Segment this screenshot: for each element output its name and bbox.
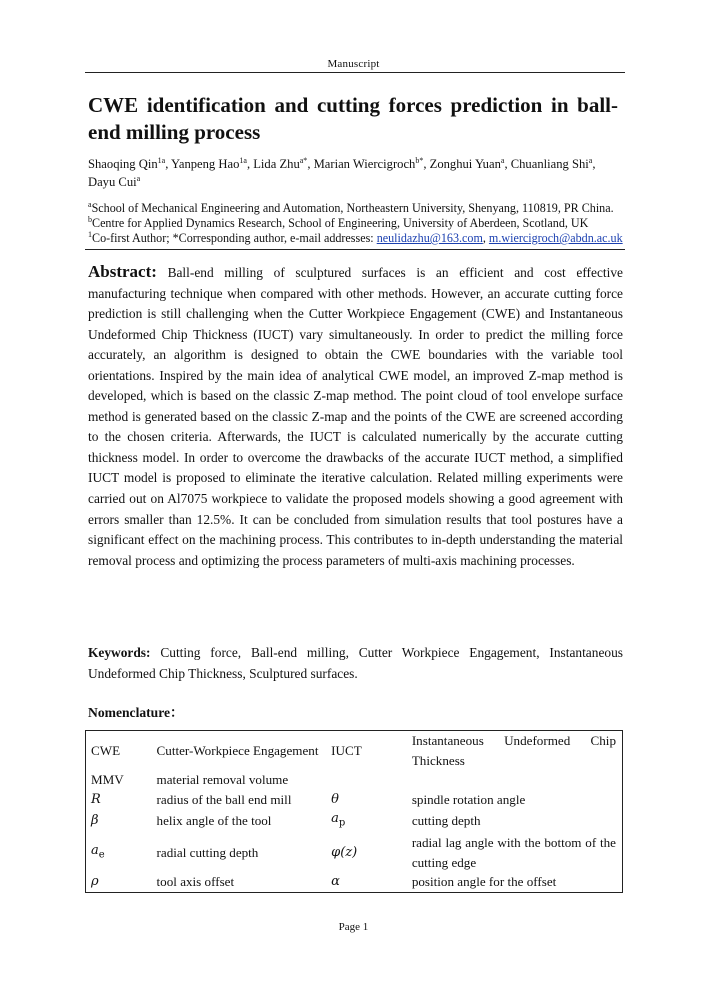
author: Zonghui Yuan$^a$, bbox=[429, 155, 511, 171]
table-row bbox=[86, 833, 623, 872]
author: Dayu Cui$^a$ bbox=[88, 173, 141, 189]
author-list bbox=[88, 155, 618, 191]
table-row bbox=[86, 790, 623, 810]
paper-title: CWE identification and cutting forces prediction in ball-end milling process bbox=[88, 93, 618, 144]
page-number: Page 1 bbox=[338, 921, 369, 933]
description-cell bbox=[407, 770, 623, 790]
symbol-cell: $a_e$ bbox=[91, 842, 105, 861]
symbol-cell: ρ bbox=[91, 874, 99, 890]
symbol-cell: MMV bbox=[91, 772, 124, 787]
description-cell: position angle for the offset bbox=[411, 874, 557, 890]
description-cell: Instantaneous Undeformed Chip Thickness bbox=[411, 733, 616, 768]
symbol-cell: R bbox=[91, 791, 101, 807]
keywords-text: Cutting force, Ball-end milling, Cutter Workpiece Engagement, Instantaneous Undeformed Chip Thickness, Sculptured surfaces. bbox=[88, 645, 623, 681]
email-link-zhu[interactable]: neulidazhu@163.com bbox=[376, 231, 483, 245]
affiliation-b: $^b$Centre for Applied Dynamics Research, School of Engineering, University of Aberdeen, Scotland, UK bbox=[88, 214, 589, 230]
table-row bbox=[86, 770, 623, 790]
description-cell: radial lag angle with the bottom of the cutting edge bbox=[411, 835, 616, 870]
table-row bbox=[86, 872, 623, 892]
affiliation-a: $^a$School of Mechanical Engineering and Automation, Northeastern University, Shenyang, 110819, PR China. bbox=[88, 199, 614, 215]
symbol-cell: β bbox=[91, 813, 99, 829]
symbol-cell: φ(z) bbox=[331, 844, 358, 860]
author: Chuanliang Shi$^a$, bbox=[510, 155, 596, 171]
author: Lida Zhu$^{a*}$, bbox=[253, 155, 314, 171]
header-rule bbox=[85, 72, 625, 73]
running-header: Manuscript bbox=[327, 58, 380, 70]
description-cell: radial cutting depth bbox=[156, 844, 259, 860]
symbol-cell: θ bbox=[331, 791, 339, 807]
symbol-cell: IUCT bbox=[331, 742, 362, 758]
symbol-cell: α bbox=[331, 874, 340, 890]
description-cell: cutting depth bbox=[411, 813, 481, 829]
keywords-section bbox=[88, 643, 623, 684]
correspondence-line: $^1$Co-first Author; *Corresponding author, e-mail addresses: neulidazhu@163.com, m.wiercigroch@abdn.ac.uk bbox=[88, 229, 623, 245]
author: Marian Wiercigroch$^{b*}$, bbox=[313, 155, 430, 171]
email-link-wiercigroch[interactable]: m.wiercigroch@abdn.ac.uk bbox=[488, 231, 623, 245]
description-cell: spindle rotation angle bbox=[411, 791, 526, 807]
table-row bbox=[86, 809, 623, 833]
author: Shaoqing Qin$^{1a}$, bbox=[88, 155, 172, 171]
symbol-cell bbox=[326, 770, 407, 790]
author: Yanpeng Hao$^{1a}$, bbox=[171, 155, 254, 171]
abstract-text: Ball-end milling of sculptured surfaces is an efficient and cost effective manufacturing technique when compared with other methods. However, an accurate cutting force prediction is still challenging when the Cutter Workpiece Engagement (CWE) and Instantaneous Undeformed Chip Thickness (IUCT) vary simultaneously. In order to predict the milling force accurately, an algorithm is designed to obtain the CWE boundaries with the variable tool orientations. Inspired by the main idea of analytical CWE model, an improved Z-map method is developed, which is based on the classic Z-map method. The point cloud of tool envelope surface method is generated based on the classic Z-map and the points of the CWE are screened according to the chosen criteria. Afterwards, the IUCT is calculated numerically by the accurate cutting thickness model. In order to overcome the drawbacks of the accurate IUCT method, a simplified IUCT model is proposed to eliminate the iterative calculation. Related milling experiments were carried out on Al7075 workpiece to validate the proposed models showing a good agreement with errors smaller than 12.5%. It can be concluded from simulation results that tool postures have a significant effect on the machining process. This contributes to in-depth understanding the material removal process and optimizing the process parameters of multi-axis machining processes. bbox=[88, 265, 623, 568]
description-cell: radius of the ball end mill bbox=[156, 791, 292, 807]
affiliation-rule bbox=[85, 249, 625, 250]
description-cell: tool axis offset bbox=[156, 874, 235, 890]
nomenclature-heading: Nomenclature： bbox=[88, 705, 184, 720]
description-cell: material removal volume bbox=[156, 772, 289, 787]
keywords-label: Keywords: bbox=[88, 645, 151, 660]
symbol-cell: CWE bbox=[91, 742, 121, 758]
description-cell: Cutter-Workpiece Engagement bbox=[156, 742, 319, 758]
table-row bbox=[86, 731, 623, 771]
affiliations bbox=[88, 201, 623, 246]
abstract-section bbox=[88, 262, 623, 571]
symbol-cell: $a_p$ bbox=[331, 811, 346, 829]
description-cell: helix angle of the tool bbox=[156, 813, 272, 829]
abstract-heading: Abstract: bbox=[88, 262, 157, 281]
nomenclature-table bbox=[85, 730, 623, 893]
